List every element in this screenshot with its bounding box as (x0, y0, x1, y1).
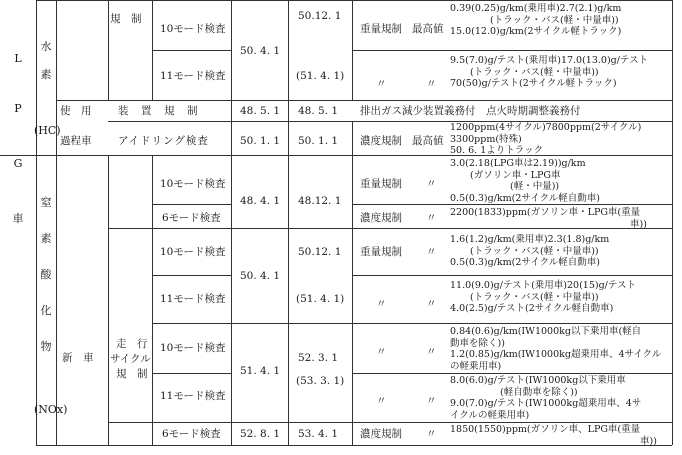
table-border-left (36, 0, 37, 445)
cycle-line: 規 制 (116, 368, 148, 380)
apply-date: (53. 3. 1) (296, 375, 345, 387)
regulation-kind: 重量規制 (360, 23, 402, 35)
limit-line: 1850(1550)ppm(ガソリン車、LPG車(重量 (450, 424, 641, 435)
hc-category: 使 用 (60, 105, 92, 117)
regulation-level: 〃 (426, 178, 437, 190)
limit-line: イクルの軽乗用車) (450, 409, 530, 421)
lpg-char: L (14, 52, 22, 65)
regulation-kind: 〃 (376, 395, 387, 407)
table-border-right (672, 0, 673, 445)
limit-line: 2200(1833)ppm(ガソリン車・LPG車(重量 (450, 207, 641, 218)
limit-line: 3.0(2.18(LPG車は2.19))g/km (450, 158, 586, 169)
row-divider (352, 50, 672, 51)
hc-label (38, 40, 54, 96)
nox-label (38, 196, 54, 368)
row-divider (352, 373, 672, 374)
enforce-date: 48. 4. 1 (240, 195, 281, 207)
apply-date: 50.12. 1 (298, 246, 342, 258)
apply-date: 48.12. 1 (298, 195, 342, 207)
limit-line: 1200ppm(4サイクル)7800ppm(2サイクル) (450, 122, 642, 133)
table-divider (108, 155, 109, 445)
test-name: 10モード検査 (160, 246, 226, 258)
limit-line: 11.0(9.0)g/テスト(乗用車)20(15)g/テスト (450, 280, 636, 291)
limit-value (450, 207, 647, 230)
table-divider (288, 0, 289, 445)
limit-line: 0.5(0.3)g/km(2サイクル軽自動車) (450, 257, 600, 268)
table-divider (152, 155, 153, 445)
test-name: アイドリング検査 (118, 135, 209, 147)
regulation-kind: 重量規制 (360, 246, 402, 258)
row-divider (108, 422, 672, 423)
enforce-date: 50. 4. 1 (240, 45, 281, 57)
apply-date: 50. 1. 1 (298, 135, 339, 147)
row-divider (152, 50, 231, 51)
limit-line: (軽・中量)) (510, 181, 560, 192)
enforce-date: 50. 4. 1 (240, 270, 281, 282)
hc-char: 水 (40, 40, 52, 53)
lpg-char: G (13, 157, 23, 170)
row-divider (152, 275, 231, 276)
test-name: 11モード検査 (160, 390, 226, 402)
nox-char: 酸 (40, 268, 52, 281)
enforce-date: 51. 4. 1 (240, 365, 281, 377)
regulation-level: 最高値 (412, 135, 444, 147)
lpg-char: 車 (12, 212, 24, 225)
nox-category: 新 車 (62, 352, 94, 364)
limit-line: (軽自動車を除く)) (500, 386, 578, 398)
limit-line: の軽乗用車) (450, 360, 502, 372)
nox-paren: (NOx) (34, 403, 68, 416)
apply-date: (51. 4. 1) (296, 70, 345, 82)
lpg-label (10, 52, 26, 240)
test-name: 10モード検査 (160, 342, 226, 354)
limit-line: 9.5(7.0)g/テスト(乗用車)17.0(13.0)g/テスト (450, 55, 649, 66)
regulation-kind: 濃度規制 (360, 428, 402, 440)
table-border-top (36, 0, 672, 1)
hc-char: 素 (40, 68, 52, 81)
regulation-level: 〃 (426, 428, 437, 440)
limit-line: 4.0(2.5)g/テスト(2サイクル軽自動車) (450, 303, 614, 314)
limit-line: 8.0(6.0)g/テスト(IW1000kg以下乗用車 (450, 375, 626, 386)
limit-value (450, 326, 661, 372)
table-divider (352, 121, 353, 445)
limit-value (450, 424, 657, 447)
nox-category (110, 337, 151, 382)
hc-paren: (HC) (34, 124, 61, 137)
test-name: 装 置 規 制 (118, 105, 199, 117)
test-name: 6モード検査 (162, 428, 221, 440)
limit-value (450, 122, 641, 157)
regulation-level: 〃 (426, 298, 437, 310)
nox-char: 窒 (40, 196, 52, 209)
row-divider (352, 204, 672, 205)
limit-line: 0.5(0.3)g/km(2サイクル軽自動車) (450, 192, 600, 204)
limit-line: 9.0(7.0)g/テスト(IW1000kg超乗用車、4サ (450, 398, 642, 409)
apply-date: 53. 4. 1 (298, 428, 339, 440)
regulation-level: 〃 (426, 246, 437, 258)
limit-line: (トラック・バス(軽・中量車)) (470, 291, 599, 303)
limit-value (450, 375, 641, 421)
regulation-kind: 〃 (376, 346, 387, 358)
row-divider (152, 323, 672, 324)
apply-date: 52. 3. 1 (298, 352, 339, 364)
regulation-level: 最高値 (412, 23, 444, 35)
row-divider (152, 204, 231, 205)
limit-line: (トラック・バス(軽・中量車)) (470, 66, 599, 78)
test-name: 10モード検査 (160, 23, 226, 35)
test-name: 11モード検査 (160, 293, 226, 305)
cycle-line: サイクル (110, 353, 151, 365)
row-divider (152, 373, 231, 374)
hc-category: 過程車 (60, 135, 92, 147)
nox-char: 物 (40, 340, 52, 353)
limit-value (450, 234, 609, 269)
nox-char: 素 (40, 232, 52, 245)
limit-line: 50. 6. 1よりトラック (450, 145, 544, 156)
test-name: 6モード検査 (162, 212, 221, 224)
table-divider (108, 0, 109, 100)
regulation-level: 〃 (426, 395, 437, 407)
limit-line: 1.6(1.2)g/km(乗用車)2.3(1.8)g/km (450, 234, 610, 245)
limit-value (450, 55, 648, 90)
table-divider (231, 0, 232, 445)
regulation-level: 〃 (426, 212, 437, 224)
limit-line: (トラック・バス(軽・中量車)) (470, 245, 599, 257)
limit-line: 動車を除く)) (450, 337, 505, 349)
enforce-date: 50. 1. 1 (240, 135, 281, 147)
regulation-kind: 重量規制 (360, 178, 402, 190)
table-divider (56, 0, 57, 445)
limit-line: (トラック・バス(軽・中量車)) (490, 14, 619, 26)
limit-line: 0.39(0.25)g/km(乗用車)2.7(2.1)g/km (450, 3, 622, 14)
limit-line: 70(50)g/テスト(2サイクル軽トラック) (450, 78, 617, 89)
enforce-date: 48. 5. 1 (240, 105, 281, 117)
enforce-date: 52. 8. 1 (240, 428, 281, 440)
lpg-char: P (14, 102, 22, 115)
regulation-kind: 〃 (376, 78, 387, 90)
regulation-level: 〃 (426, 346, 437, 358)
nox-char: 化 (40, 304, 52, 317)
regulation-kind: 濃度規制 (360, 135, 402, 147)
row-divider (56, 100, 672, 101)
limit-line: 3300ppm(特殊) (450, 133, 522, 145)
limit-value (450, 158, 600, 204)
regulation-kind: 〃 (376, 298, 387, 310)
limit-value (450, 280, 636, 315)
test-name: 11モード検査 (160, 70, 226, 82)
limit-line: 1.2(0.85)g/km(IW1000kg超乗用車、4サイクル (450, 349, 662, 360)
regulation-level: 〃 (426, 78, 437, 90)
apply-date: 50.12. 1 (298, 10, 342, 22)
limit-line: 車)) (640, 435, 657, 447)
limit-line: 車)) (630, 218, 647, 230)
regulation-kind: 濃度規制 (360, 212, 402, 224)
hc-category: 規 制 (110, 13, 142, 25)
row-divider (352, 275, 672, 276)
apply-date: (51. 4. 1) (296, 293, 345, 305)
device-note: 排出ガス減少装置義務付 点火時期調整義務付 (360, 105, 581, 117)
limit-value (450, 3, 621, 38)
test-name: 10モード検査 (160, 178, 226, 190)
limit-line: 15.0(12.0)g/km(2サイクル軽トラック) (450, 26, 622, 37)
apply-date: 48. 5. 1 (298, 105, 339, 117)
cycle-line: 走 行 (116, 338, 148, 350)
limit-line: (ガソリン車・LPG車 (470, 169, 561, 181)
limit-line: 0.84(0.6)g/km(IW1000kg以下乗用車(軽自 (450, 326, 642, 337)
